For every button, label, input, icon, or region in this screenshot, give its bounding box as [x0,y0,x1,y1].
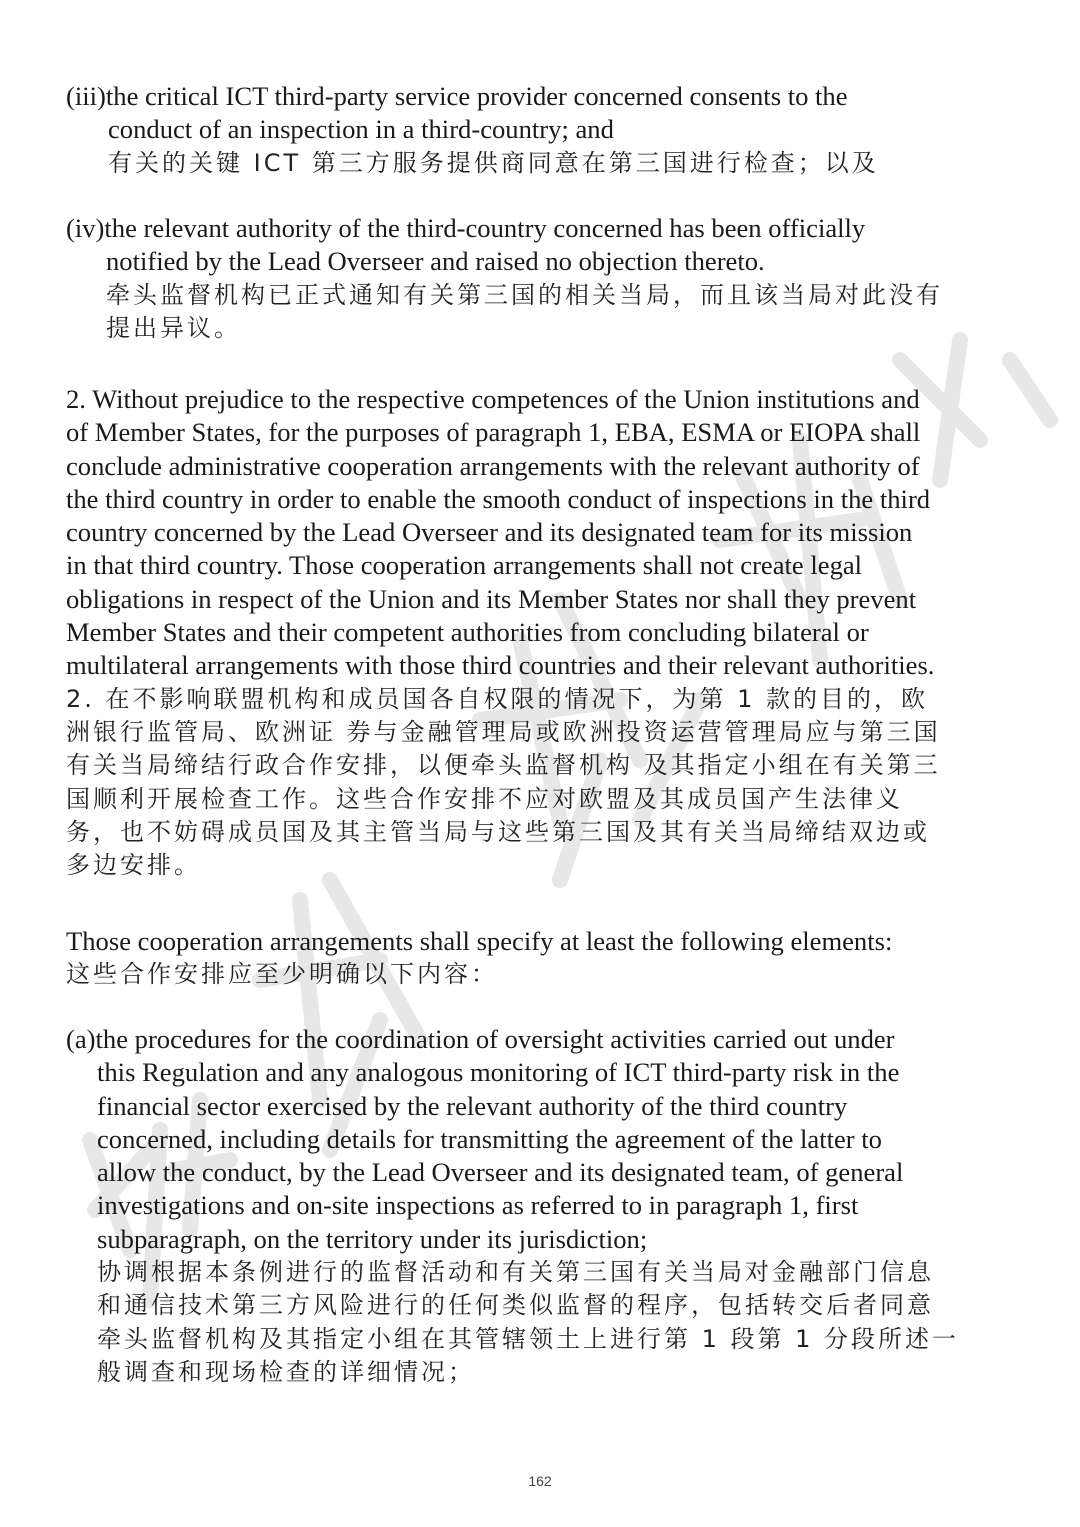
paragraph-2-zh-line-4: 国顺利开展检查工作。这些合作安排不应对欧盟及其成员国产生法律义 [66,784,903,813]
item-iii [66,80,879,180]
paragraph-2-en-line-7: obligations in respect of the Union and its Member States nor shall they prevent [66,583,917,614]
elements-intro [66,925,892,992]
paragraph-2-zh-line-3: 有关当局缔结行政合作安排，以便牵头监督机构 及其指定小组在有关第三 [66,751,941,780]
item-iii-zh: 有关的关键 ICT 第三方服务提供商同意在第三国进行检查；以及 [108,148,879,177]
item-a-en-line-1: (a)the procedures for the coordination of oversight activities carried out under [66,1024,895,1054]
paragraph-2-zh-line-2: 洲银行监管局、欧洲证 券与金融管理局或欧洲投资运营管理局应与第三国 [66,717,941,746]
paragraph-2-en-line-5: country concerned by the Lead Overseer and its designated team for its mission [66,517,913,548]
page-number: 162 [528,1473,552,1489]
item-a-zh-line-3: 牵头监督机构及其指定小组在其管辖领土上进行第 1 段第 1 分段所述一 [97,1324,960,1353]
paragraph-2-zh-line-5: 务，也不妨碍成员国及其主管当局与这些第三国及其有关当局缔结双边或 [66,817,930,846]
paragraph-2-en-line-6: in that third country. Those cooperation arrangements shall not create legal [66,550,863,581]
item-iv-en-line-2: notified by the Lead Overseer and raised no objection thereto. [106,246,765,277]
item-a-en-line-4: concerned, including details for transmitting the agreement of the latter to [97,1123,882,1154]
item-iv-en-line-1: (iv)the relevant authority of the third-country concerned has been officially [66,213,866,243]
elements-intro-zh: 这些合作安排应至少明确以下内容： [66,960,498,989]
item-iv-zh-line-1: 牵头监督机构已正式通知有关第三国的相关当局，而且该当局对此没有 [106,280,943,309]
item-iii-en-line-2: conduct of an inspection in a third-country; and [108,114,614,145]
item-iv-zh-line-2: 提出异议。 [106,313,241,342]
item-iv [66,212,943,345]
paragraph-2-en-line-4: the third country in order to enable the smooth conduct of inspections in the third [66,483,931,514]
item-iii-en-line-1: (iii)the critical ICT third-party service provider concerned consents to the [66,81,848,111]
item-a-zh-line-4: 般调查和现场检查的详细情况； [97,1357,475,1386]
item-a-en-line-3: financial sector exercised by the relevant authority of the third country [97,1090,848,1121]
item-a-zh-line-1: 协调根据本条例进行的监督活动和有关第三国有关当局对金融部门信息 [97,1258,934,1287]
paragraph-2-en-line-9: multilateral arrangements with those third countries and their relevant authorities. [66,650,935,681]
paragraph-2-en-line-2: of Member States, for the purposes of paragraph 1, EBA, ESMA or EIOPA shall [66,417,921,448]
item-a-en-line-6: investigations and on-site inspections as referred to in paragraph 1, first [97,1190,859,1221]
paragraph-2-en-line-8: Member States and their competent authorities from concluding bilateral or [66,617,869,648]
paragraph-2-en-line-3: conclude administrative cooperation arrangements with the relevant authority of [66,450,920,481]
item-a-en-line-5: allow the conduct, by the Lead Overseer and its designated team, of general [97,1157,904,1188]
paragraph-2-en-line-1: 2. Without prejudice to the respective competences of the Union institutions and [66,384,920,414]
paragraph-2-zh-line-6: 多边安排。 [66,851,201,880]
item-a-en-line-7: subparagraph, on the territory under its jurisdiction; [97,1223,648,1254]
paragraph-2-zh-line-1: 2. 在不影响联盟机构和成员国各自权限的情况下，为第 1 款的目的，欧 [66,684,929,713]
item-a-zh-line-2: 和通信技术第三方风险进行的任何类似监督的程序，包括转交后者同意 [97,1291,934,1320]
item-a [66,1023,959,1389]
elements-intro-en: Those cooperation arrangements shall specify at least the following elements: [66,926,893,956]
item-a-en-line-2: this Regulation and any analogous monitoring of ICT third-party risk in the [97,1057,900,1088]
paragraph-2 [66,383,941,882]
